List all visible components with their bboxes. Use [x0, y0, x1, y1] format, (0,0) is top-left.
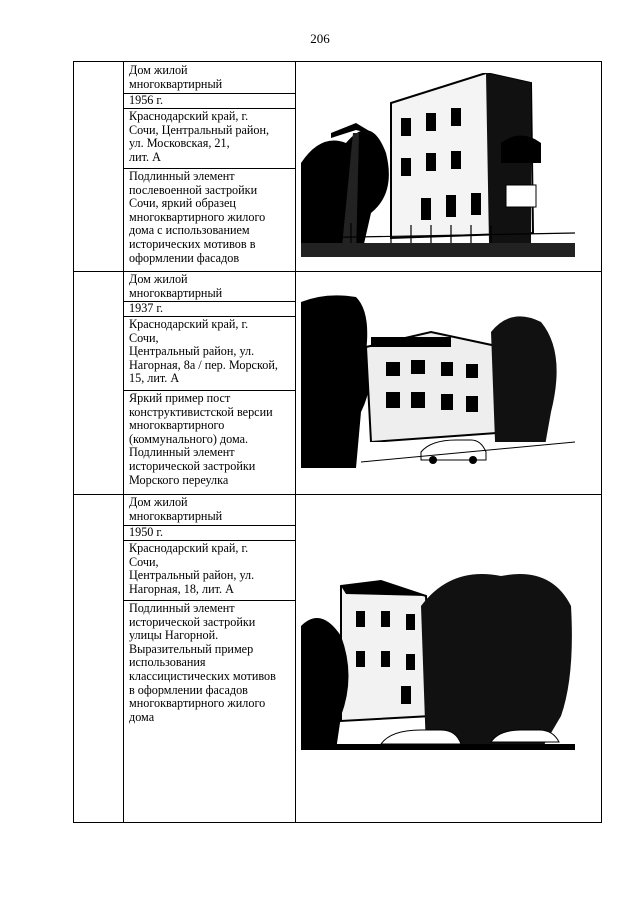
building-photo-icon: [301, 566, 575, 750]
building-address: Краснодарский край, г. Сочи, Центральный район, ул. Московская, 21, лит. А: [129, 109, 270, 164]
building-description: Подлинный элемент послевоенной застройки Сочи, яркий образец многоквартирного жилого дома с использованием исторических мотивов в оформлении фасадов: [129, 169, 266, 265]
building-photo-icon: [301, 73, 575, 257]
building-address: Краснодарский край, г. Сочи, Центральный район, ул. Нагорная, 18, лит. А: [129, 541, 255, 596]
building-year: 1956 г.: [129, 93, 164, 107]
column-divider-2: [295, 61, 296, 823]
building-description: Подлинный элемент исторической застройки улицы Нагорной. Выразительный пример использования классицистических мотивов в оформлении фасадов многоквартирного жилого дома: [129, 601, 276, 724]
building-photo-icon: [301, 292, 575, 468]
building-photo-2: [301, 292, 575, 468]
building-name: Дом жилой многоквартирный: [129, 63, 223, 91]
building-description: Яркий пример пост конструктивистской версии многоквартирного (коммунального) дома. Подлинный элемент исторической застройки Морского переулка: [129, 391, 273, 487]
building-name: Дом жилой многоквартирный: [129, 272, 223, 300]
building-year: 1950 г.: [129, 525, 164, 539]
page-number: 206: [310, 31, 330, 46]
building-photo-1: [301, 73, 575, 257]
building-name: Дом жилой многоквартирный: [129, 495, 223, 523]
building-year: 1937 г.: [129, 301, 164, 315]
building-address: Краснодарский край, г. Сочи, Центральный район, ул. Нагорная, 8а / пер. Морской, 15, лит. А: [129, 317, 278, 386]
building-photo-3: [301, 566, 575, 750]
column-divider-1: [123, 61, 124, 823]
